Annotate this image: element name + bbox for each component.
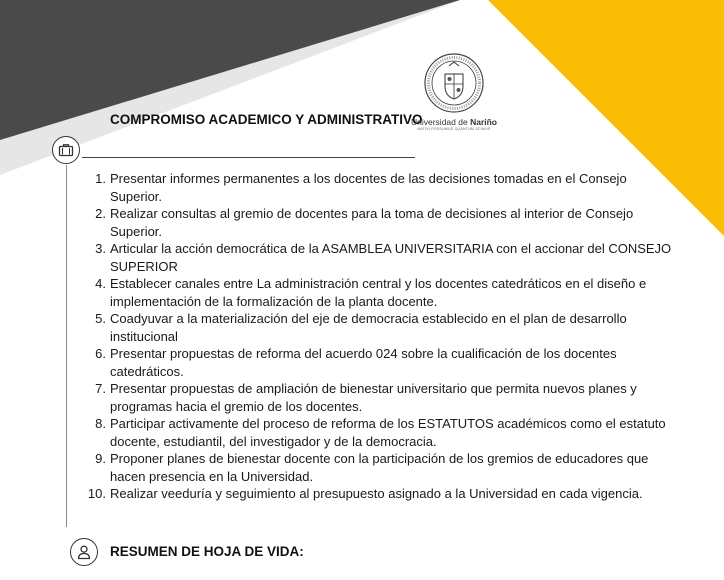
university-logo (404, 52, 504, 132)
timeline-line (66, 165, 67, 527)
commitment-item (82, 415, 682, 450)
briefcase-icon-badge (52, 136, 80, 164)
commitment-number: 10. (87, 486, 106, 501)
logo-name-bold: Nariño (470, 117, 497, 127)
commitment-item (82, 345, 682, 380)
commitment-number: 8. (95, 416, 106, 431)
logo-motto: NATIVI POSSUMUS QUANTUM SCIMUS (417, 127, 491, 131)
summary-title: RESUMEN DE HOJA DE VIDA: (110, 544, 304, 559)
commitment-item (82, 205, 682, 240)
commitment-item (82, 170, 682, 205)
commitment-item (82, 380, 682, 415)
commitment-item (82, 275, 682, 310)
person-icon-badge (70, 538, 98, 566)
commitment-text: Establecer canales entre La administración central y los docentes catedráticos en el diseño e implementación de la formalización de la planta docente. (110, 276, 647, 309)
commitment-text: Articular la acción democrática de la ASAMBLEA UNIVERSITARIA con el accionar del CONSEJO SUPERIOR (110, 241, 672, 274)
commitment-number: 5. (95, 311, 106, 326)
logo-name-prefix: Universidad de (411, 117, 468, 127)
commitment-number: 3. (95, 241, 106, 256)
university-seal-icon (423, 52, 485, 114)
commitment-text: Participar activamente del proceso de reforma de los ESTATUTOS académicos como el estatuto docente, estudiantil, del investigador y de la democracia. (110, 416, 666, 449)
commitment-text: Realizar consultas al gremio de docentes para la toma de decisiones al interior de Consejo Superior. (110, 206, 634, 239)
commitment-number: 6. (95, 346, 106, 361)
commitment-text: Realizar veeduría y seguimiento al presupuesto asignado a la Universidad en cada vigencia. (110, 486, 643, 501)
commitment-number: 4. (95, 276, 106, 291)
logo-wordmark (404, 117, 504, 127)
commitment-item (82, 450, 682, 485)
commitment-text: Presentar propuestas de ampliación de bienestar universitario que permita nuevos planes y programas hacia el gremio de los docentes. (110, 381, 637, 414)
commitments-list (82, 170, 682, 503)
commitment-number: 1. (95, 171, 106, 186)
commitment-number: 9. (95, 451, 106, 466)
commitment-number: 2. (95, 206, 106, 221)
commitment-item (82, 485, 682, 503)
commitment-item (82, 240, 682, 275)
person-icon (76, 544, 92, 560)
briefcase-icon (58, 142, 74, 158)
section-title: COMPROMISO ACADEMICO Y ADMINISTRATIVO (110, 112, 423, 127)
commitment-text: Proponer planes de bienestar docente con la participación de los gremios de educadores que hacen presencia en la Universidad. (110, 451, 649, 484)
section-divider (82, 157, 415, 158)
commitment-text: Coadyuvar a la materialización del eje de democracia establecido en el plan de desarrollo institucional (110, 311, 627, 344)
commitment-text: Presentar propuestas de reforma del acuerdo 024 sobre la cualificación de los docentes catedráticos. (110, 346, 617, 379)
commitment-item (82, 310, 682, 345)
commitment-number: 7. (95, 381, 106, 396)
commitment-text: Presentar informes permanentes a los docentes de las decisiones tomadas en el Consejo Superior. (110, 171, 627, 204)
